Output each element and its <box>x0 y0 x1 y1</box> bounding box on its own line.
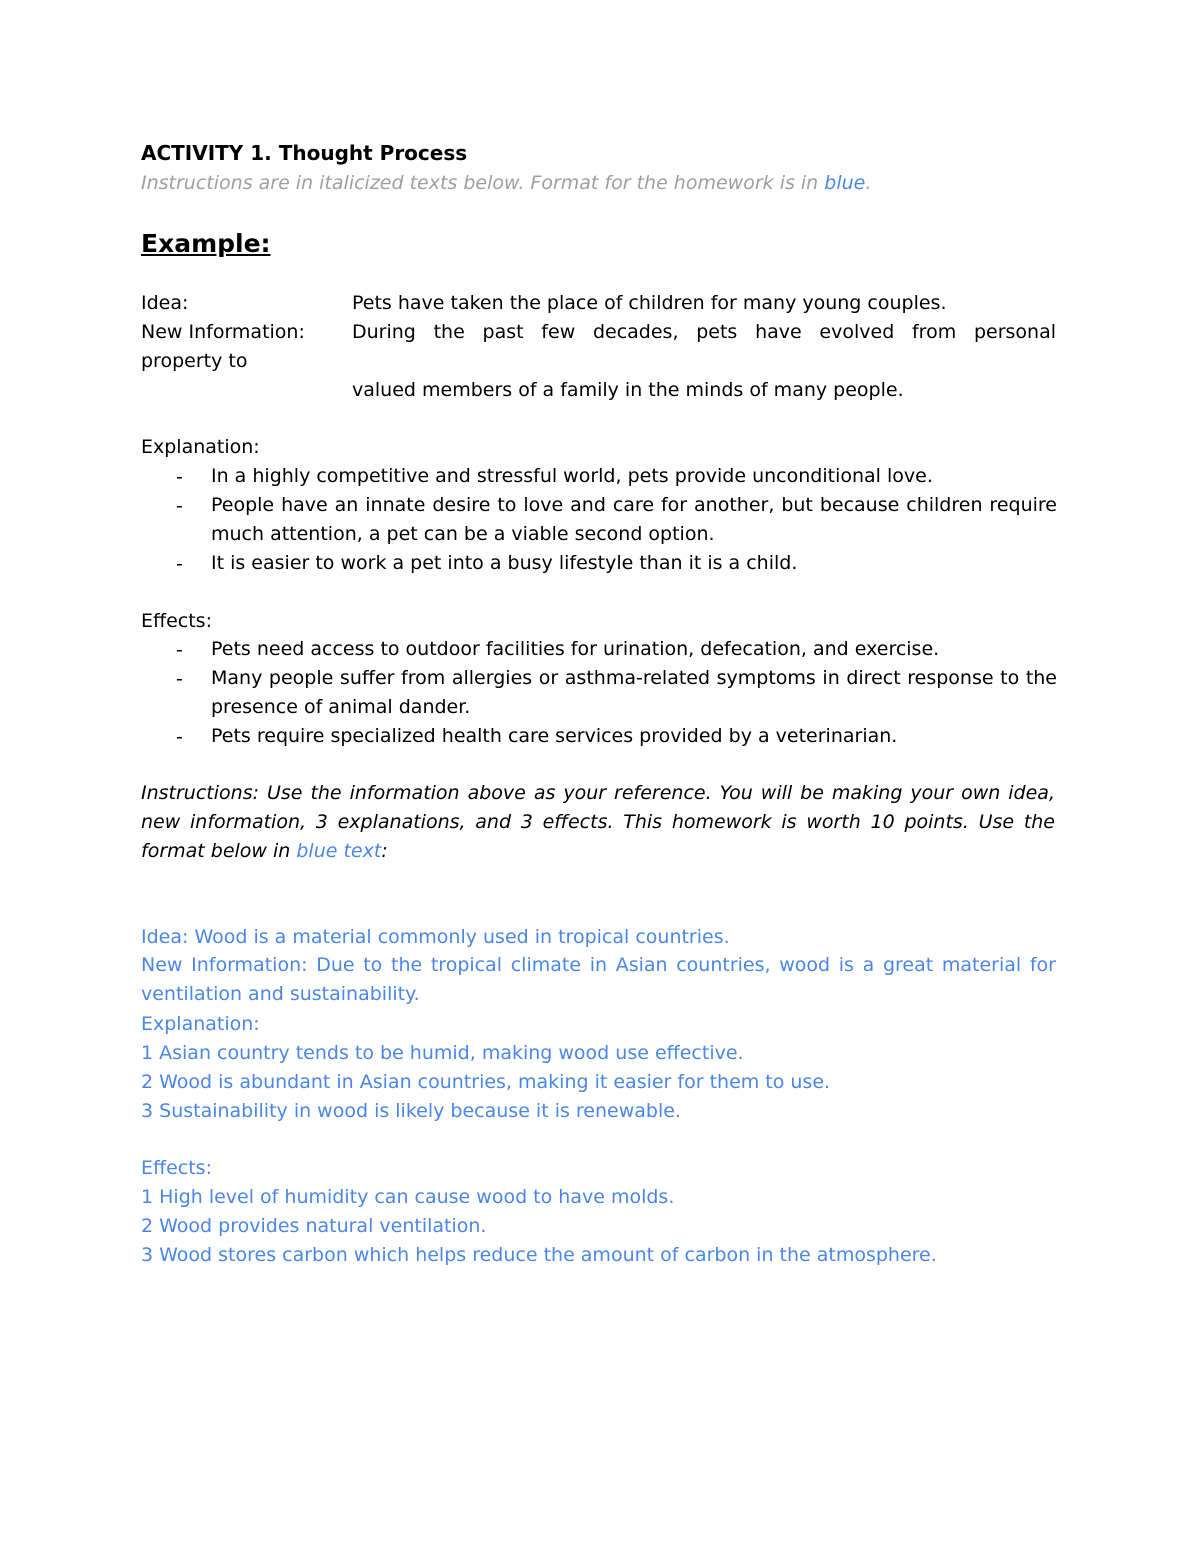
example-new-info-line3: valued members of a family in the minds of many people. <box>352 379 904 401</box>
example-effect-item: Pets require specialized health care services provided by a veterinarian. <box>211 725 898 747</box>
bullet-dash: - <box>176 639 183 661</box>
answer-new-info: New Information: Due to the tropical climate in Asian countries, wood is a great material for ventilation and sustainability. <box>141 954 1056 1005</box>
example-explanation-item: It is easier to work a pet into a busy lifestyle than it is a child. <box>211 552 798 574</box>
example-explanation-label: Explanation: <box>141 436 260 458</box>
document-title: ACTIVITY 1. Thought Process <box>141 141 468 165</box>
subtitle-text: Instructions are in italicized texts below. Format for the homework is in <box>141 172 825 194</box>
bullet-dash: - <box>176 466 183 488</box>
bullet-dash: - <box>176 668 183 690</box>
answer-explanation-item: 3 Sustainability in wood is likely because it is renewable. <box>141 1100 681 1122</box>
example-new-info-line1: During the past few decades, pets have evolved from personal <box>352 321 1056 343</box>
bullet-dash: - <box>176 495 183 517</box>
answer-explanation-item: 2 Wood is abundant in Asian countries, making it easier for them to use. <box>141 1071 831 1093</box>
instructions-blue-text: blue text <box>296 840 382 862</box>
answer-explanation-item: 1 Asian country tends to be humid, making wood use effective. <box>141 1042 744 1064</box>
subtitle-end: . <box>865 172 872 194</box>
document-subtitle <box>141 171 871 195</box>
homework-instructions <box>141 779 1055 866</box>
example-explanation-item: People have an innate desire to love and care for another, but because children require much attention, a pet can be a viable second option. <box>211 494 1057 545</box>
bullet-dash: - <box>176 726 183 748</box>
instructions-end: : <box>381 840 388 862</box>
answer-effect-item: 1 High level of humidity can cause wood to have molds. <box>141 1186 675 1208</box>
example-new-info-line2: property to <box>141 350 248 372</box>
example-idea-value: Pets have taken the place of children for many young couples. <box>352 292 947 314</box>
example-effects-label: Effects: <box>141 610 212 632</box>
example-new-info-label: New Information: <box>141 321 305 343</box>
answer-explanation-label: Explanation: <box>141 1013 260 1035</box>
answer-effect-item: 2 Wood provides natural ventilation. <box>141 1215 487 1237</box>
answer-effects-label: Effects: <box>141 1157 212 1179</box>
answer-idea: Idea: Wood is a material commonly used in tropical countries. <box>141 926 730 948</box>
bullet-dash: - <box>176 553 183 575</box>
instructions-text: Instructions: Use the information above as your reference. You will be making your own idea, new information, 3 explanations, and 3 effects. This homework is worth 10 points. Use the format below in <box>141 782 1055 862</box>
example-effect-item: Pets need access to outdoor facilities for urination, defecation, and exercise. <box>211 638 940 660</box>
example-explanation-item: In a highly competitive and stressful world, pets provide unconditional love. <box>211 465 933 487</box>
example-idea-label: Idea: <box>141 292 189 314</box>
answer-effect-item: 3 Wood stores carbon which helps reduce the amount of carbon in the atmosphere. <box>141 1244 937 1266</box>
example-effect-item: Many people suffer from allergies or asthma-related symptoms in direct response to the presence of animal dander. <box>211 667 1057 718</box>
subtitle-blue-word: blue <box>824 172 866 194</box>
example-heading: Example: <box>141 229 271 258</box>
